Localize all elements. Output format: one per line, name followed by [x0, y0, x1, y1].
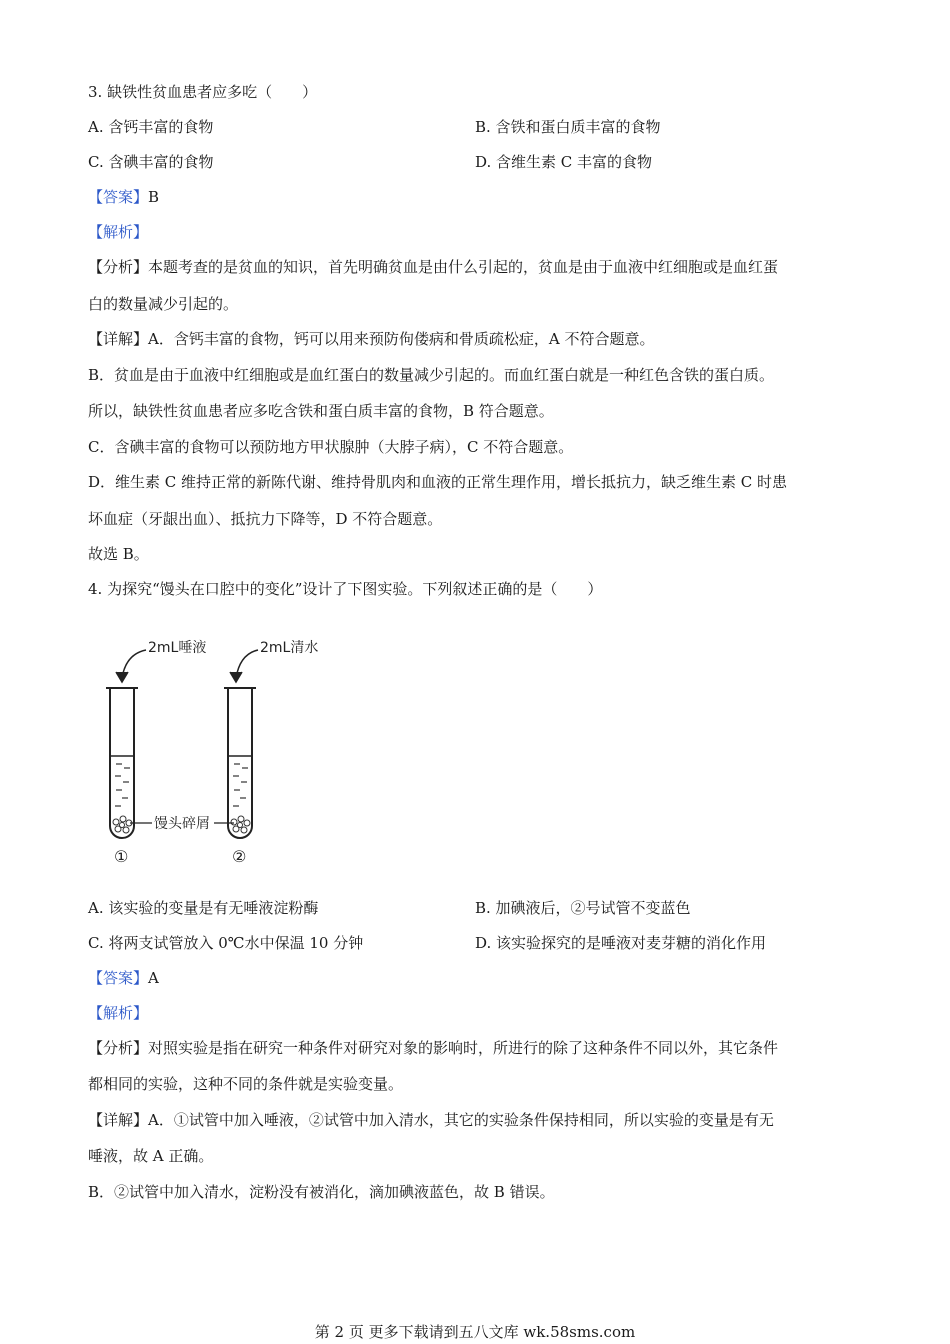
answer-value: A [148, 969, 159, 987]
q4-xiangjie-a1 [88, 1110, 774, 1130]
q3-option-b: B. 含铁和蛋白质丰富的食物 [475, 118, 661, 136]
arrow-tube1 [116, 650, 146, 682]
q4-option-a: A. 该实验的变量是有无唾液淀粉酶 [88, 899, 319, 917]
xiangjie-tag: 【详解】 [88, 330, 149, 348]
q3-xiangjie-d1: D．维生素 C 维持正常的新陈代谢、维持骨肌肉和血液的正常生理作用，增长抵抗力，缺乏维生素 C 时患 [88, 473, 788, 491]
q4-analysis-tag: 【解析】 [88, 1004, 149, 1022]
q3-fenxi-line2: 白的数量减少引起的。 [88, 295, 239, 313]
q3-xiangjie-b2: 所以，缺铁性贫血患者应多吃含铁和蛋白质丰富的食物，B 符合题意。 [88, 402, 554, 420]
q3-option-d: D. 含维生素 C 丰富的食物 [475, 153, 653, 171]
q4-fenxi-line1 [88, 1038, 778, 1058]
fenxi-tag: 【分析】 [88, 1039, 149, 1057]
q4-answer [88, 968, 159, 988]
test-tube-2 [224, 688, 256, 838]
q4-option-b: B. 加碘液后，②号试管不变蓝色 [475, 899, 691, 917]
xiangjie-tag: 【详解】 [88, 1111, 149, 1129]
q4-stem: 4. 为探究“馒头在口腔中的变化”设计了下图实验。下列叙述正确的是（ ） [88, 580, 603, 598]
tube1-number: ① [114, 847, 129, 866]
q4-option-d: D. 该实验探究的是唾液对麦芽糖的消化作用 [475, 934, 767, 952]
q4-fenxi-line2: 都相同的实验，这种不同的条件就是实验变量。 [88, 1075, 404, 1093]
answer-value: B [148, 188, 160, 206]
label-saliva: 2mL唾液 [148, 640, 207, 656]
fenxi-text: 本题考查的是贫血的知识，首先明确贫血是由什么引起的，贫血是由于血液中红细胞或是血红蛋 [148, 258, 779, 276]
fenxi-tag: 【分析】 [88, 258, 149, 276]
q3-option-c: C. 含碘丰富的食物 [88, 153, 214, 171]
test-tube-1 [106, 688, 138, 838]
xiangjie-text: A．含钙丰富的食物，钙可以用来预防佝偻病和骨质疏松症，A 不符合题意。 [148, 330, 655, 348]
q3-conclusion: 故选 B。 [88, 545, 149, 563]
q3-answer [88, 187, 159, 207]
q4-option-c: C. 将两支试管放入 0℃水中保温 10 分钟 [88, 934, 364, 952]
fenxi-text: 对照实验是指在研究一种条件对研究对象的影响时，所进行的除了这种条件不同以外，其它条件 [148, 1039, 779, 1057]
page-footer: 第 2 页 更多下载请到五八文库 wk.58sms.com [314, 1323, 636, 1341]
q3-xiangjie-d2: 坏血症（牙龈出血）、抵抗力下降等，D 不符合题意。 [88, 510, 443, 528]
q3-xiangjie-a [88, 329, 654, 349]
q3-option-a: A. 含钙丰富的食物 [88, 118, 214, 136]
label-water: 2mL清水 [260, 640, 319, 656]
q3-xiangjie-b1: B．贫血是由于血液中红细胞或是血红蛋白的数量减少引起的。而血红蛋白就是一种红色含铁的蛋白质。 [88, 366, 775, 384]
q3-analysis-tag: 【解析】 [88, 223, 149, 241]
test-tube-figure [100, 630, 340, 870]
answer-tag: 【答案】 [88, 188, 149, 206]
arrow-tube2 [230, 650, 258, 682]
q4-xiangjie-b: B．②试管中加入清水，淀粉没有被消化，滴加碘液蓝色，故 B 错误。 [88, 1183, 555, 1201]
label-crumbs: 馒头碎屑 [154, 816, 210, 832]
q3-fenxi-line1 [88, 257, 778, 277]
q4-xiangjie-a2: 唾液，故 A 正确。 [88, 1147, 214, 1165]
q3-stem: 3. 缺铁性贫血患者应多吃（ ） [88, 83, 318, 101]
q3-xiangjie-c: C．含碘丰富的食物可以预防地方甲状腺肿（大脖子病），C 不符合题意。 [88, 438, 574, 456]
answer-tag: 【答案】 [88, 969, 149, 987]
tube2-number: ② [232, 847, 247, 866]
xiangjie-text: A．①试管中加入唾液，②试管中加入清水，其它的实验条件保持相同，所以实验的变量是有无 [148, 1111, 774, 1129]
